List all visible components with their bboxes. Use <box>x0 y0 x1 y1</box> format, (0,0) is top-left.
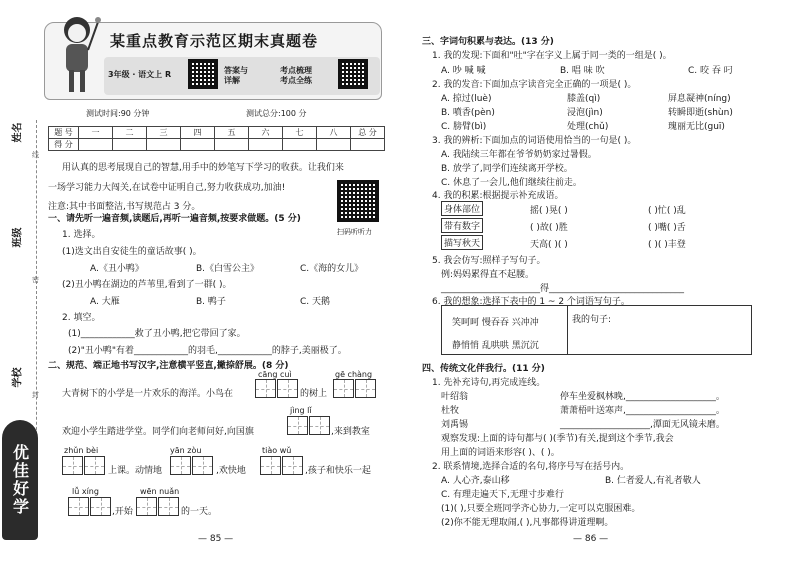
writing-line-3a: 上课。动情地 <box>108 466 163 476</box>
qr-caption: 扫码听听力 <box>337 228 372 236</box>
poem-line[interactable]: 停车坐爱枫林晚,____________________。 <box>560 392 725 402</box>
class-label: 班级 <box>12 227 24 248</box>
option[interactable]: B. 放学了,同学们连续离开学校。 <box>441 164 573 174</box>
option[interactable]: C. 休息了一会儿,他们继续往前走。 <box>441 178 582 188</box>
q1-2-1[interactable]: (1)____________救了丑小鸭,把它带回了家。 <box>68 329 246 339</box>
idiom-blank[interactable]: ( )( )丰登 <box>648 240 686 250</box>
score-table <box>48 126 385 151</box>
writing-boxes[interactable] <box>170 456 214 475</box>
option[interactable]: A. 掠过(luè) <box>441 94 492 104</box>
pinyin: tiào wǔ <box>262 446 292 455</box>
pinyin: yān zòu <box>170 446 202 455</box>
girl-illustration <box>52 10 102 102</box>
score-header: 六 <box>249 127 283 139</box>
section-1-heading: 一、请先听一遍音频,读题后,再听一遍音频,按要求做题。(5 分) <box>48 214 301 224</box>
cut-mark: 封 <box>32 391 39 399</box>
q4-1-note[interactable]: 用上面的词语来形容( )、( )。 <box>441 448 560 458</box>
option-part: 浸泡(jìn) <box>567 108 603 118</box>
writing-boxes[interactable] <box>136 497 180 516</box>
option[interactable]: A. 大雁 <box>90 297 120 307</box>
score-cell[interactable] <box>351 139 385 151</box>
writing-line-4a: ,开始 <box>112 507 133 517</box>
score-row-label: 得 分 <box>49 139 79 151</box>
score-header: 八 <box>317 127 351 139</box>
page-number: — 86 — <box>573 534 609 544</box>
pinyin: zhǔn bèi <box>64 446 99 455</box>
pinyin: wēn nuǎn <box>140 487 180 496</box>
idiom-blank[interactable]: 天高( )( ) <box>530 240 568 250</box>
q4-1: 1. 先补充诗句,再完成连线。 <box>432 378 546 388</box>
score-header: 题 号 <box>49 127 79 139</box>
poem-line[interactable]: ____________________,潭面无风镜未磨。 <box>560 420 725 430</box>
score-header-row <box>49 127 385 139</box>
my-sentence-label[interactable]: 我的句子: <box>572 315 612 325</box>
q1-2-2[interactable]: (2)"丑小鸭"有着____________的羽毛,____________的脖子,美丽极了。 <box>68 346 347 356</box>
listening-qr-code[interactable] <box>337 180 379 222</box>
score-cell[interactable] <box>317 139 351 151</box>
answer-label: 答案与 详解 <box>224 66 248 85</box>
q3-6: 6. 我的想象:选择下表中的 1 ~ 2 个词语写句子。 <box>432 297 630 307</box>
option: B. 仁者爱人,有礼者敬人 <box>605 476 701 486</box>
writing-boxes[interactable] <box>68 497 112 516</box>
option[interactable]: A.《丑小鸭》 <box>90 264 144 274</box>
cut-mark: 密 <box>32 276 39 284</box>
option[interactable]: B.《白雪公主》 <box>196 264 260 274</box>
writing-line-1a: 大青树下的小学是一片欢乐的海洋。小鸟在 <box>62 389 234 399</box>
idiom-blank[interactable]: 摇( )晃( ) <box>530 206 568 216</box>
pinyin: jìng lǐ <box>290 406 312 415</box>
q3-4: 4. 我的积累:根据提示补充成语。 <box>432 191 564 201</box>
poet[interactable]: 刘禹锡 <box>441 420 469 430</box>
option[interactable]: A. 我陆续三年都在爷爷奶奶家过暑假。 <box>441 150 597 160</box>
option: A. 人心齐,泰山移 <box>441 476 510 486</box>
section-2-heading: 二、规范、端正地书写汉字,注意横平竖直,撇捺舒展。(8 分) <box>48 361 289 371</box>
brand-logo: 优佳好学 <box>2 420 38 540</box>
writing-boxes[interactable] <box>62 456 106 475</box>
writing-line-3b: ,欢快地 <box>216 466 246 476</box>
q1-1-2: (2)丑小鸭在湖边的芦苇里,看到了一群( )。 <box>62 280 232 290</box>
grade-label: 3年级 · 语文上 R <box>108 70 172 79</box>
writing-boxes[interactable] <box>287 416 331 435</box>
cut-line <box>36 120 37 460</box>
page-title: 某重点教育示范区期末真题卷 <box>110 32 319 50</box>
writing-line-2a: 欢迎小学生踏进学堂。同学们向老师问好,向国旗 <box>62 427 254 437</box>
idiom-blank[interactable]: ( )故( )胜 <box>530 223 568 233</box>
option[interactable]: C. 膀臂(bì) <box>441 122 487 132</box>
school-label: 学校 <box>12 367 24 388</box>
option[interactable]: C. 咬 吞 叼 <box>688 66 733 76</box>
answer-qr-code[interactable] <box>188 59 218 89</box>
poet[interactable]: 叶绍翁 <box>441 392 469 402</box>
pinyin: gē chàng <box>335 370 373 379</box>
writing-line-4b: 的一天。 <box>181 507 218 517</box>
cut-mark: 线 <box>32 151 39 159</box>
test-time: 测试时间:90 分钟 <box>86 109 150 118</box>
score-header: 七 <box>283 127 317 139</box>
test-score: 测试总分:100 分 <box>246 109 307 118</box>
word-list: 静悄悄 乱哄哄 黑沉沉 <box>452 341 539 351</box>
score-header: 四 <box>181 127 215 139</box>
review-qr-code[interactable] <box>338 59 368 89</box>
option[interactable]: B. 唱 味 吹 <box>560 66 605 76</box>
score-cell[interactable] <box>147 139 181 151</box>
score-header: 三 <box>147 127 181 139</box>
option-part: 屏息凝神(níng) <box>668 94 731 104</box>
word-list: 笑呵呵 慢吞吞 兴冲冲 <box>452 318 539 328</box>
option[interactable]: A. 吵 喊 喊 <box>441 66 486 76</box>
option[interactable]: B. 噴香(pèn) <box>441 108 495 118</box>
writing-boxes[interactable] <box>333 379 377 398</box>
score-cell[interactable] <box>79 139 113 151</box>
q3-1: 1. 我的发现:下面和"吐"字在字义上属于同一类的一组是( )。 <box>432 51 672 61</box>
q1-2: 2. 填空。 <box>62 313 101 323</box>
q3-3: 3. 我的辨析:下面加点的词语使用恰当的一句是( )。 <box>432 136 637 146</box>
writing-boxes[interactable] <box>260 456 304 475</box>
q1-1: 1. 选择。 <box>62 230 101 240</box>
q4-2-1[interactable]: (1)( ),只要全班同学齐心协力,一定可以克服困难。 <box>441 504 641 514</box>
pinyin: cāng cuì <box>258 370 292 379</box>
q3-5-blank[interactable]: ______________________得______________________________ <box>441 284 685 294</box>
idiom-blank[interactable]: ( )嘴( )舌 <box>648 223 686 233</box>
poem-line[interactable]: 萧萧梧叶送寒声,____________________。 <box>560 406 725 416</box>
section-3-heading: 三、字词句积累与表达。(13 分) <box>422 37 554 47</box>
idiom-blank[interactable]: ( )忙( )乱 <box>648 206 686 216</box>
intro-line: 用认真的思考展现自己的智慧,用手中的妙笔写下学习的收获。让我们来 <box>62 163 344 173</box>
word-table-divider <box>567 306 568 354</box>
q3-5: 5. 我会仿写:照样子写句子。 <box>432 256 546 266</box>
idiom-category: 描写秋天 <box>441 235 483 250</box>
score-row <box>49 139 385 151</box>
option[interactable]: C.《海的女儿》 <box>300 264 364 274</box>
q4-1-note[interactable]: 观察发现:上面的诗句都与( )(季节)有关,提到这个季节,我会 <box>441 434 674 444</box>
option: C. 有理走遍天下,无理寸步难行 <box>441 490 564 500</box>
score-cell[interactable] <box>283 139 317 151</box>
writing-line-1b: 的树上 <box>300 389 328 399</box>
option-part: 膝盖(qì) <box>567 94 601 104</box>
section-4-heading: 四、传统文化伴我行。(11 分) <box>422 364 545 374</box>
q1-1-1: (1)选文出自安徒生的童话故事( )。 <box>62 247 202 257</box>
score-cell[interactable] <box>113 139 147 151</box>
writing-line-2b: ,来到教室 <box>331 427 370 437</box>
name-label: 姓名 <box>12 122 24 143</box>
q4-2-2[interactable]: (2)你不能无理取闹,( ),凡事都得讲道理啊。 <box>441 518 614 528</box>
score-header: 总 分 <box>351 127 385 139</box>
pinyin: lǚ xíng <box>72 487 99 496</box>
score-cell[interactable] <box>249 139 283 151</box>
page-number: — 85 — <box>198 534 234 544</box>
option[interactable]: B. 鸭子 <box>196 297 226 307</box>
option-part: 处理(chǔ) <box>567 122 609 132</box>
writing-line-3c: ,孩子和快乐一起 <box>305 466 371 476</box>
score-header: 二 <box>113 127 147 139</box>
option-part: 瑰丽无比(guī) <box>668 122 725 132</box>
score-header: 五 <box>215 127 249 139</box>
score-cell[interactable] <box>181 139 215 151</box>
option[interactable]: C. 天鹅 <box>300 297 331 307</box>
note-line: 注意:其中书面整洁,书写规范占 3 分。 <box>48 202 201 212</box>
binding-strip <box>0 0 40 566</box>
option-part: 转瞬即逝(shùn) <box>668 108 733 118</box>
score-cell[interactable] <box>215 139 249 151</box>
writing-boxes[interactable] <box>255 379 299 398</box>
q3-2: 2. 我的发音:下面加点字读音完全正确的一项是( )。 <box>432 80 637 90</box>
idiom-category: 身体部位 <box>441 201 483 216</box>
score-header: 一 <box>79 127 113 139</box>
idiom-category: 带有数字 <box>441 218 483 233</box>
review-label: 考点梳理 考点全练 <box>280 66 312 85</box>
q4-2: 2. 联系情境,选择合适的名句,将序号写在括号内。 <box>432 462 630 472</box>
q3-5-example: 例:妈妈累得直不起腰。 <box>441 270 535 280</box>
poet[interactable]: 杜牧 <box>441 406 460 416</box>
intro-line: 一场学习能力大闯关,在试卷中证明自己,努力收获成功,加油! <box>48 183 286 193</box>
